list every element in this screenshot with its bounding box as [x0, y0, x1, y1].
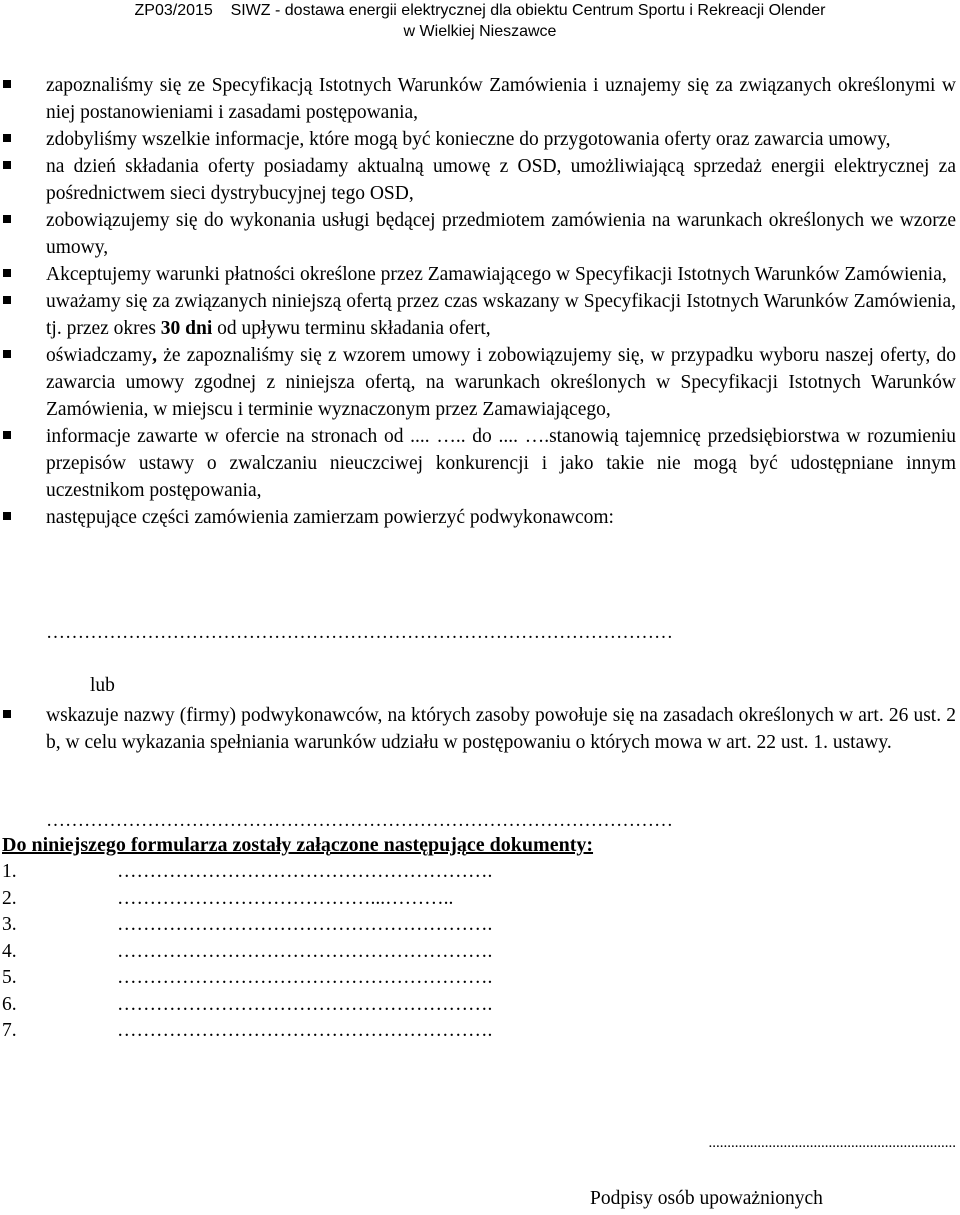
page-header — [0, 0, 960, 42]
list-item — [0, 207, 960, 261]
attachment-row — [0, 939, 700, 966]
item-text: na dzień składania oferty posiadamy aktualną umowę z OSD, umożliwiającą sprzedaż energii elektrycznej za pośrednictwem sieci dystrybucyjnej tego OSD, — [46, 156, 956, 204]
header-line-2: w Wielkiej Nieszawce — [403, 23, 557, 40]
bullet-icon — [3, 296, 11, 304]
bullet-icon — [3, 350, 11, 358]
item-text: wskazuje nazwy (firmy) podwykonawców, na których zasoby powołuje się na zasadach określonych w art. 26 ust. 2 b, w celu wykazania spełniania warunków udziału w postępowaniu o których mowa w art. 22 ust. 1. ustawy. — [46, 705, 956, 753]
list-item — [0, 423, 960, 504]
item-text: Akceptujemy warunki płatności określone przez Zamawiającego w Specyfikacji Istotnych Warunków Zamówienia, — [46, 264, 947, 285]
attachment-row — [0, 912, 700, 939]
offer-validity-period: 30 dni — [160, 318, 213, 339]
attachment-number: 6. — [2, 993, 17, 1015]
attachment-fill-line: …………………………………...……….. — [117, 887, 454, 909]
list-item — [0, 288, 960, 342]
item-text-after: od upływu terminu składania ofert, — [212, 318, 491, 339]
item-text-after: że zapoznaliśmy się z wzorem umowy i zobowiązujemy się, w przypadku wyboru naszej oferty, do zawarcia umowy zgodnej z niniejsza ofertą, na warunkach określonych w Specyfikacji Istotnych Warunków Zamówienia, w miejscu i terminie wyznaczonym przez Zamawiającego, — [46, 345, 956, 420]
list-item — [0, 702, 960, 756]
list-item — [0, 342, 960, 423]
subcontractor-fill-line: ……………………………………………………………………………………… — [46, 622, 673, 643]
signature-label: Podpisy osób upoważnionych — [590, 1188, 823, 1209]
attachment-number: 3. — [2, 914, 17, 935]
list-item — [0, 153, 960, 207]
attachment-number: 2. — [2, 887, 17, 909]
attachments-list — [0, 859, 700, 1045]
attachment-row — [0, 1018, 700, 1045]
attachment-row — [0, 992, 700, 1019]
item-text: następujące części zamówienia zamierzam powierzyć podwykonawcom: — [46, 507, 614, 528]
bullet-icon — [3, 431, 11, 439]
attachment-number: 7. — [2, 1020, 17, 1041]
attachment-row — [0, 886, 700, 913]
signature-line: .................................................................. — [708, 1135, 956, 1151]
bullet-icon — [3, 215, 11, 223]
list-item — [0, 261, 960, 288]
attachment-number: 1. — [2, 861, 17, 882]
attachment-fill-line: …………………………………………………. — [117, 914, 493, 935]
attachment-fill-line: …………………………………………………. — [117, 967, 493, 988]
attachment-number: 5. — [2, 967, 17, 988]
header-line-1: ZP03/2015 SIWZ - dostawa energii elektrycznej dla obiektu Centrum Sportu i Rekreacji Olender — [134, 2, 826, 19]
attachment-row — [0, 965, 700, 992]
bullet-icon — [3, 134, 11, 142]
subcontractor-list — [0, 702, 960, 756]
declarations-list — [0, 72, 960, 531]
attachment-row — [0, 859, 700, 886]
attachment-number: 4. — [2, 940, 17, 962]
item-text: zobowiązujemy się do wykonania usługi będącej przedmiotem zamówienia na warunkach określonych we wzorze umowy, — [46, 210, 956, 258]
item-text: zapoznaliśmy się ze Specyfikacją Istotnych Warunków Zamówienia i uznajemy się za związanych określonymi w niej postanowieniami i zasadami postępowania, — [46, 75, 956, 123]
attachment-fill-line: …………………………………………………. — [117, 993, 493, 1015]
list-item — [0, 72, 960, 126]
bullet-icon — [3, 269, 11, 277]
attachments-title: Do niniejszego formularza zostały załączone następujące dokumenty: — [2, 834, 594, 856]
list-item — [0, 504, 960, 531]
bullet-icon — [3, 512, 11, 520]
bold-comma: , — [152, 345, 158, 366]
item-text-before: uważamy się za związanych niniejszą ofertą przez czas wskazany w Specyfikacji Istotnych Warunków Zamówienia, tj. przez okres — [46, 291, 956, 339]
item-text-before: oświadczamy — [46, 345, 153, 366]
subcontractor-names-fill-line: ……………………………………………………………………………………… — [46, 810, 673, 831]
or-label: lub — [90, 675, 115, 696]
attachment-fill-line: …………………………………………………. — [117, 940, 493, 962]
attachment-fill-line: …………………………………………………. — [117, 861, 493, 882]
list-item — [0, 126, 960, 153]
item-text: zdobyliśmy wszelkie informacje, które mogą być konieczne do przygotowania oferty oraz zawarcia umowy, — [46, 129, 891, 150]
bullet-icon — [3, 710, 11, 718]
bullet-icon — [3, 161, 11, 169]
attachment-fill-line: …………………………………………………. — [117, 1020, 493, 1041]
bullet-icon — [3, 80, 11, 88]
item-text: informacje zawarte w ofercie na stronach od .... ….. do .... ….stanowią tajemnicę przedsiębiorstwa w rozumieniu przepisów ustawy o zwalczaniu nieuczciwej konkurencji i jako takie nie mogą być udostępniane innym uczestnikom postępowania, — [46, 426, 956, 501]
